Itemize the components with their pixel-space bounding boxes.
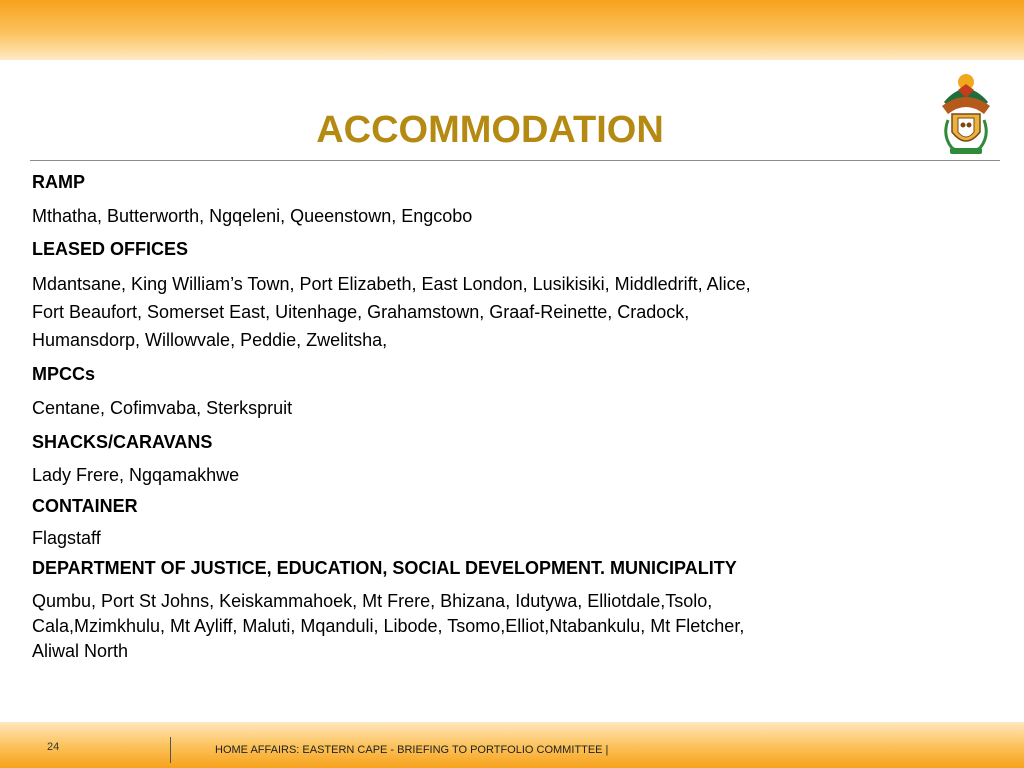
title-divider (30, 160, 1000, 161)
section-text-department-line-3: Aliwal North (32, 641, 129, 661)
slide-title: ACCOMMODATION (316, 109, 664, 151)
footer-text: HOME AFFAIRS: EASTERN CAPE - BRIEFING TO PORTFOLIO COMMITTEE | (215, 744, 609, 756)
section-text-mpccs: Centane, Cofimvaba, Sterkspruit (32, 398, 293, 418)
section-heading-ramp: RAMP (32, 172, 85, 192)
section-text-shacks-caravans: Lady Frere, Ngqamakhwe (32, 465, 240, 485)
section-text-ramp: Mthatha, Butterworth, Ngqeleni, Queenstown, Engcobo (32, 206, 473, 226)
section-heading-mpccs: MPCCs (32, 364, 96, 384)
section-text-leased-offices-line-2: Fort Beaufort, Somerset East, Uitenhage, Grahamstown, Graaf-Reinette, Cradock, (32, 302, 690, 322)
section-text-department-line-1: Qumbu, Port St Johns, Keiskammahoek, Mt Frere, Bhizana, Idutywa, Elliotdale,Tsolo, (32, 591, 713, 611)
section-heading-container: CONTAINER (32, 496, 138, 516)
top-orange-band (0, 0, 1024, 60)
section-heading-leased-offices: LEASED OFFICES (32, 239, 189, 259)
section-text-leased-offices-line-1: Mdantsane, King William’s Town, Port Elizabeth, East London, Lusikisiki, Middledrift, Alice, (32, 274, 751, 294)
section-text-department-line-2: Cala,Mzimkhulu, Mt Ayliff, Maluti, Mqanduli, Libode, Tsomo,Elliot,Ntabankulu, Mt Fletcher, (32, 616, 745, 636)
section-heading-shacks-caravans: SHACKS/CARAVANS (32, 432, 213, 452)
section-heading-department: DEPARTMENT OF JUSTICE, EDUCATION, SOCIAL DEVELOPMENT. MUNICIPALITY (32, 558, 737, 578)
section-text-leased-offices-line-3: Humansdorp, Willowvale, Peddie, Zwelitsha, (32, 330, 388, 350)
page-number: 24 (47, 741, 60, 753)
section-text-container: Flagstaff (32, 528, 101, 548)
footer-divider (170, 737, 171, 763)
